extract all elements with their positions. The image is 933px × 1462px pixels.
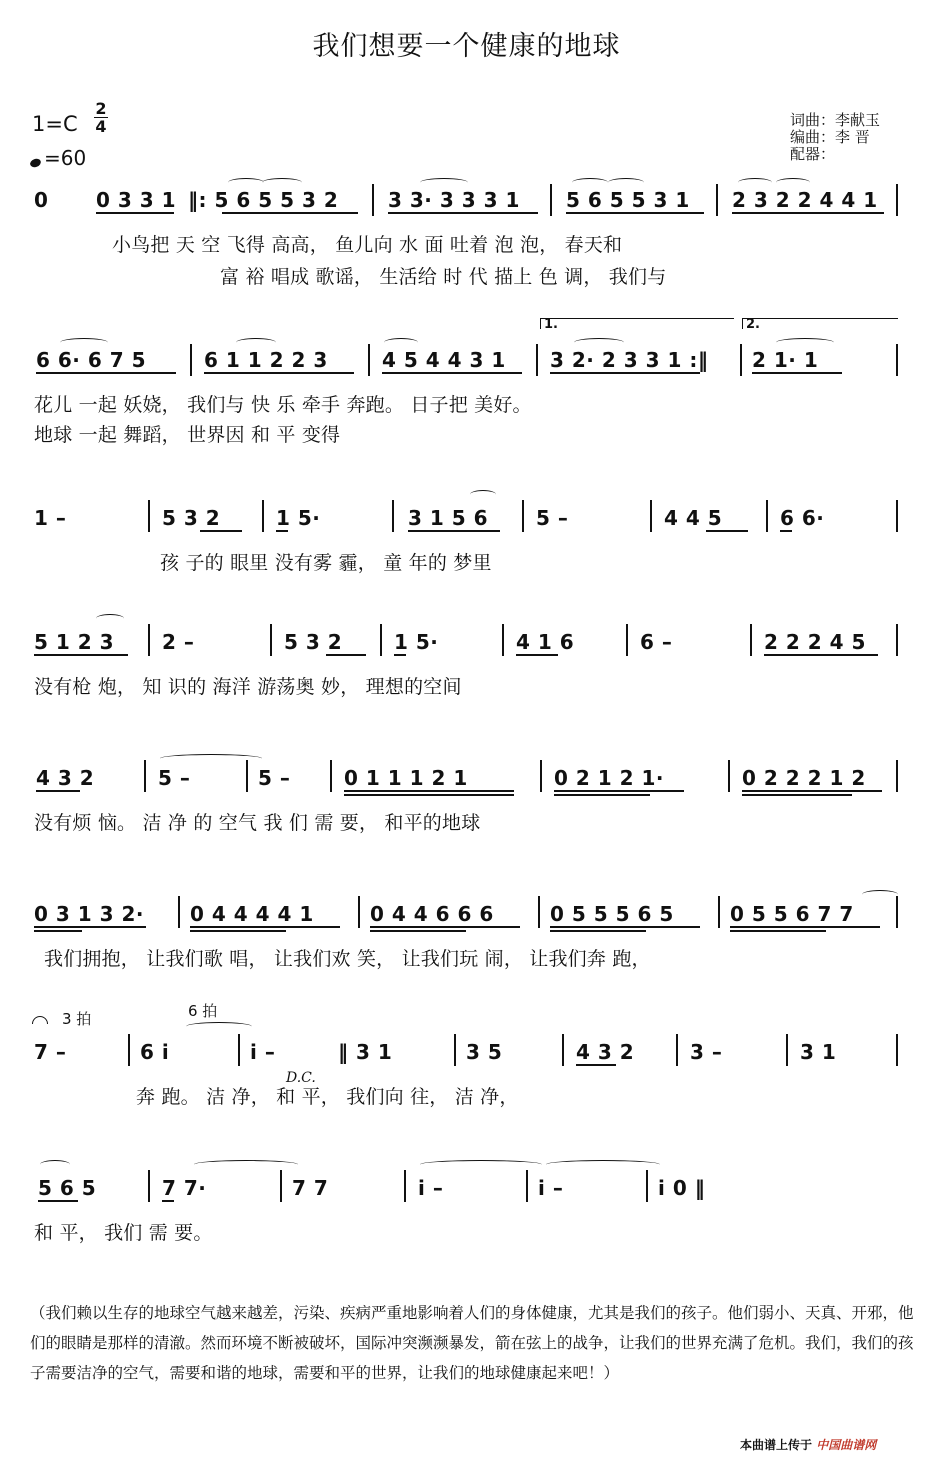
slur <box>228 178 264 187</box>
measure: 6 6· 6 7 5 <box>36 348 147 372</box>
barline <box>502 624 504 656</box>
measure: 2 – <box>162 630 195 654</box>
measure: 0 3 3 1 <box>96 188 177 212</box>
measure: ‖ 3 1 <box>338 1040 393 1064</box>
underline-beam <box>96 212 174 214</box>
underline-beam <box>34 930 82 932</box>
credit-arrangement: 编曲：李 晋 <box>790 128 870 146</box>
measure: i 0 ‖ <box>658 1176 706 1200</box>
underline-beam <box>162 1200 174 1202</box>
measure: 3 1 5 6 <box>408 506 489 530</box>
measure: 7 7· <box>162 1176 207 1200</box>
barline <box>896 760 898 792</box>
barline <box>280 1170 282 1202</box>
barline <box>766 500 768 532</box>
measure: 4 3 2 <box>36 766 95 790</box>
barline <box>144 760 146 792</box>
barline <box>896 624 898 656</box>
measure: 6 6· <box>780 506 825 530</box>
measure: 6 – <box>640 630 673 654</box>
slur <box>60 338 108 347</box>
measure: 5 1 2 3 <box>34 630 115 654</box>
quarter-note-icon <box>29 157 42 168</box>
slur <box>40 1160 70 1169</box>
barline <box>626 624 628 656</box>
measure: i – <box>250 1040 276 1064</box>
underline-beam <box>550 926 700 928</box>
barline <box>718 896 720 928</box>
underline-beam <box>276 530 288 532</box>
slur <box>236 338 276 347</box>
barline <box>454 1034 456 1066</box>
lyrics-verse-2: 地球 一起 舞蹈， 世界因 和 平 变得 <box>34 424 341 446</box>
lyrics-verse-2: 富 裕 唱成 歌谣， 生活给 时 代 描上 色 调， 我们与 <box>220 266 667 288</box>
slur <box>738 178 772 187</box>
barline <box>728 760 730 792</box>
time-signature-top: 2 <box>95 99 107 118</box>
measure: 5 – <box>158 766 191 790</box>
measure: 5 3 2 <box>284 630 343 654</box>
underline-beam <box>566 212 704 214</box>
underline-beam <box>200 530 242 532</box>
underline-beam <box>326 654 366 656</box>
barline <box>896 896 898 928</box>
barline <box>178 896 180 928</box>
underline-beam <box>382 372 522 374</box>
barline <box>536 344 538 376</box>
credits <box>790 112 880 163</box>
underline-beam <box>370 926 520 928</box>
slur <box>420 178 468 187</box>
measure: 0 <box>34 188 49 212</box>
underline-beam <box>204 372 354 374</box>
measure: 4 3 2 <box>576 1040 635 1064</box>
slur <box>96 614 124 623</box>
slur <box>384 338 418 347</box>
measure: 3 1 <box>800 1040 837 1064</box>
time-signature <box>94 100 108 135</box>
barline <box>190 344 192 376</box>
measure: 4 1 6 <box>516 630 575 654</box>
slur <box>572 178 608 187</box>
underline-beam <box>388 212 538 214</box>
dc-marking: D.C. <box>286 1070 316 1086</box>
barline <box>148 624 150 656</box>
underline-beam <box>764 654 878 656</box>
barline <box>538 896 540 928</box>
barline <box>750 624 752 656</box>
underline-beam <box>408 530 500 532</box>
measure: 0 4 4 4 4 1 <box>190 902 314 926</box>
underline-beam <box>190 926 340 928</box>
story-note: （我们赖以生存的地球空气越来越差，污染、疾病严重地影响着人们的身体健康，尤其是我们的孩子。他们弱小、天真、开邪，他们的眼睛是那样的清澈。然而环境不断被破坏，国际冲突濒濒暴发，箭在弦上的战争，让我们的世界充满了危机。我们，我们的孩子需要洁净的空气，需要和谐的地球，需要和平的世界，让我们的地球健康起来吧！） <box>30 1304 914 1382</box>
tie <box>160 754 262 763</box>
barline <box>358 896 360 928</box>
barline <box>148 1170 150 1202</box>
site-logo[interactable]: 中国曲谱网 <box>816 1438 877 1452</box>
beat-annotation: 3 拍 <box>62 1010 92 1028</box>
measure: 4 5 4 4 3 1 <box>382 348 506 372</box>
underline-beam <box>370 930 466 932</box>
tie <box>420 1160 542 1169</box>
barline <box>262 500 264 532</box>
underline-beam <box>344 790 514 792</box>
measure: 5 3 2 <box>162 506 221 530</box>
measure: 7 – <box>34 1040 67 1064</box>
barline <box>368 344 370 376</box>
barline <box>540 760 542 792</box>
measure: 1 – <box>34 506 67 530</box>
slur <box>608 178 644 187</box>
barline <box>740 344 742 376</box>
tie <box>546 1160 660 1169</box>
underline-beam <box>190 930 286 932</box>
measure: 1 5· <box>276 506 321 530</box>
underline-beam <box>742 790 882 792</box>
barline <box>562 1034 564 1066</box>
barline <box>896 184 898 216</box>
underline-beam <box>752 372 842 374</box>
barline <box>896 500 898 532</box>
slur <box>262 178 302 187</box>
barline <box>550 184 552 216</box>
barline <box>372 184 374 216</box>
underline-beam <box>554 794 650 796</box>
barline <box>522 500 524 532</box>
measure: 6 1 1 2 2 3 <box>204 348 328 372</box>
key-signature: 1=C <box>32 112 78 136</box>
slur <box>776 178 810 187</box>
barline <box>786 1034 788 1066</box>
beat-annotation: 6 拍 <box>188 1002 218 1020</box>
barline <box>238 1034 240 1066</box>
underline-beam <box>730 926 880 928</box>
underline-beam <box>550 372 700 374</box>
footer <box>740 1436 876 1453</box>
measure: 2 1· 1 <box>752 348 819 372</box>
barline <box>716 184 718 216</box>
lyrics-verse-1: 奔 跑。 洁 净， 和 平， 我们向 往， 洁 净， <box>136 1086 519 1108</box>
barline <box>392 500 394 532</box>
underline-beam <box>36 790 80 792</box>
lyrics-verse-1: 花儿 一起 妖娆， 我们与 快 乐 牵手 奔跑。 日子把 美好。 <box>34 394 532 416</box>
measure: 3 2· 2 3 3 1 :‖ <box>550 348 709 372</box>
time-signature-bottom: 4 <box>95 117 107 136</box>
measure: 5 6 5 <box>38 1176 97 1200</box>
credit-lyrics: 词曲：李献玉 <box>790 111 881 129</box>
measure: 2 3 2 2 4 4 1 <box>732 188 878 212</box>
measure: 5 6 5 5 3 1 <box>566 188 690 212</box>
measure: 3 3· 3 3 3 1 <box>388 188 520 212</box>
measure: 6 i <box>140 1040 170 1064</box>
measure: 0 5 5 6 7 7 <box>730 902 854 926</box>
barline <box>404 1170 406 1202</box>
underline-beam <box>36 372 176 374</box>
barline <box>380 624 382 656</box>
underline-beam <box>780 530 792 532</box>
underline-beam <box>222 212 358 214</box>
fermata-icon <box>32 1016 48 1024</box>
barline <box>330 760 332 792</box>
underline-beam <box>706 530 748 532</box>
slur <box>574 338 624 347</box>
underline-beam <box>554 790 684 792</box>
underline-beam <box>34 654 128 656</box>
barline <box>270 624 272 656</box>
underline-beam <box>576 1064 616 1066</box>
measure: 0 1 1 1 2 1 <box>344 766 468 790</box>
underline-beam <box>516 654 558 656</box>
slur <box>470 490 496 499</box>
measure: 0 3 1 3 2· <box>34 902 145 926</box>
underline-beam <box>34 926 146 928</box>
measure: 0 4 4 6 6 6 <box>370 902 494 926</box>
underline-beam <box>38 1200 78 1202</box>
measure: 2 2 2 4 5 <box>764 630 866 654</box>
underline-beam <box>550 930 646 932</box>
barline <box>896 1034 898 1066</box>
measure: 0 2 1 2 1· <box>554 766 665 790</box>
barline <box>676 1034 678 1066</box>
underline-beam <box>394 654 406 656</box>
underline-beam <box>742 794 852 796</box>
measure: i – <box>538 1176 564 1200</box>
barline <box>128 1034 130 1066</box>
underline-beam <box>730 930 826 932</box>
barline <box>896 344 898 376</box>
lyrics-verse-1: 没有烦 恼。 洁 净 的 空气 我 们 需 要， 和平的地球 <box>34 812 481 834</box>
measure: 3 – <box>690 1040 723 1064</box>
measure: 3 5 <box>466 1040 503 1064</box>
tie <box>194 1160 298 1169</box>
slur <box>776 338 834 347</box>
volta-2: 2. <box>742 318 898 329</box>
lyrics-verse-1: 孩 子的 眼里 没有雾 霾， 童 年的 梦里 <box>160 552 492 574</box>
lyrics-verse-1: 没有枪 炮， 知 识的 海洋 游荡奥 妙， 理想的空间 <box>34 676 462 698</box>
barline <box>246 760 248 792</box>
barline <box>650 500 652 532</box>
measure: ‖: 5 6 5 5 3 2 <box>188 188 339 212</box>
song-title: 我们想要一个健康的地球 <box>312 31 621 62</box>
lyrics-verse-1: 和 平， 我们 需 要。 <box>34 1222 213 1244</box>
measure: 5 – <box>258 766 291 790</box>
barline <box>646 1170 648 1202</box>
lyrics-verse-1: 我们拥抱， 让我们歌 唱， 让我们欢 笑， 让我们玩 闹， 让我们奔 跑， <box>44 948 651 970</box>
measure: 0 5 5 5 6 5 <box>550 902 674 926</box>
tie <box>862 890 898 899</box>
barline <box>148 500 150 532</box>
measure: 1 5· <box>394 630 439 654</box>
footer-text: 本曲谱上传于 <box>740 1438 813 1452</box>
measure: 7 7 <box>292 1176 329 1200</box>
credit-orchestration: 配器： <box>790 145 836 163</box>
measure: 5 – <box>536 506 569 530</box>
measure: 4 4 5 <box>664 506 723 530</box>
lyrics-verse-1: 小鸟把 天 空 飞得 高高， 鱼儿向 水 面 吐着 泡 泡， 春天和 <box>112 234 623 256</box>
tie <box>186 1022 252 1031</box>
volta-1: 1. <box>540 318 734 329</box>
tempo-value: =60 <box>44 146 87 170</box>
tempo-marking <box>30 146 86 170</box>
underline-beam <box>344 794 514 796</box>
underline-beam <box>732 212 884 214</box>
barline <box>526 1170 528 1202</box>
measure: i – <box>418 1176 444 1200</box>
measure: 0 2 2 2 1 2 <box>742 766 866 790</box>
